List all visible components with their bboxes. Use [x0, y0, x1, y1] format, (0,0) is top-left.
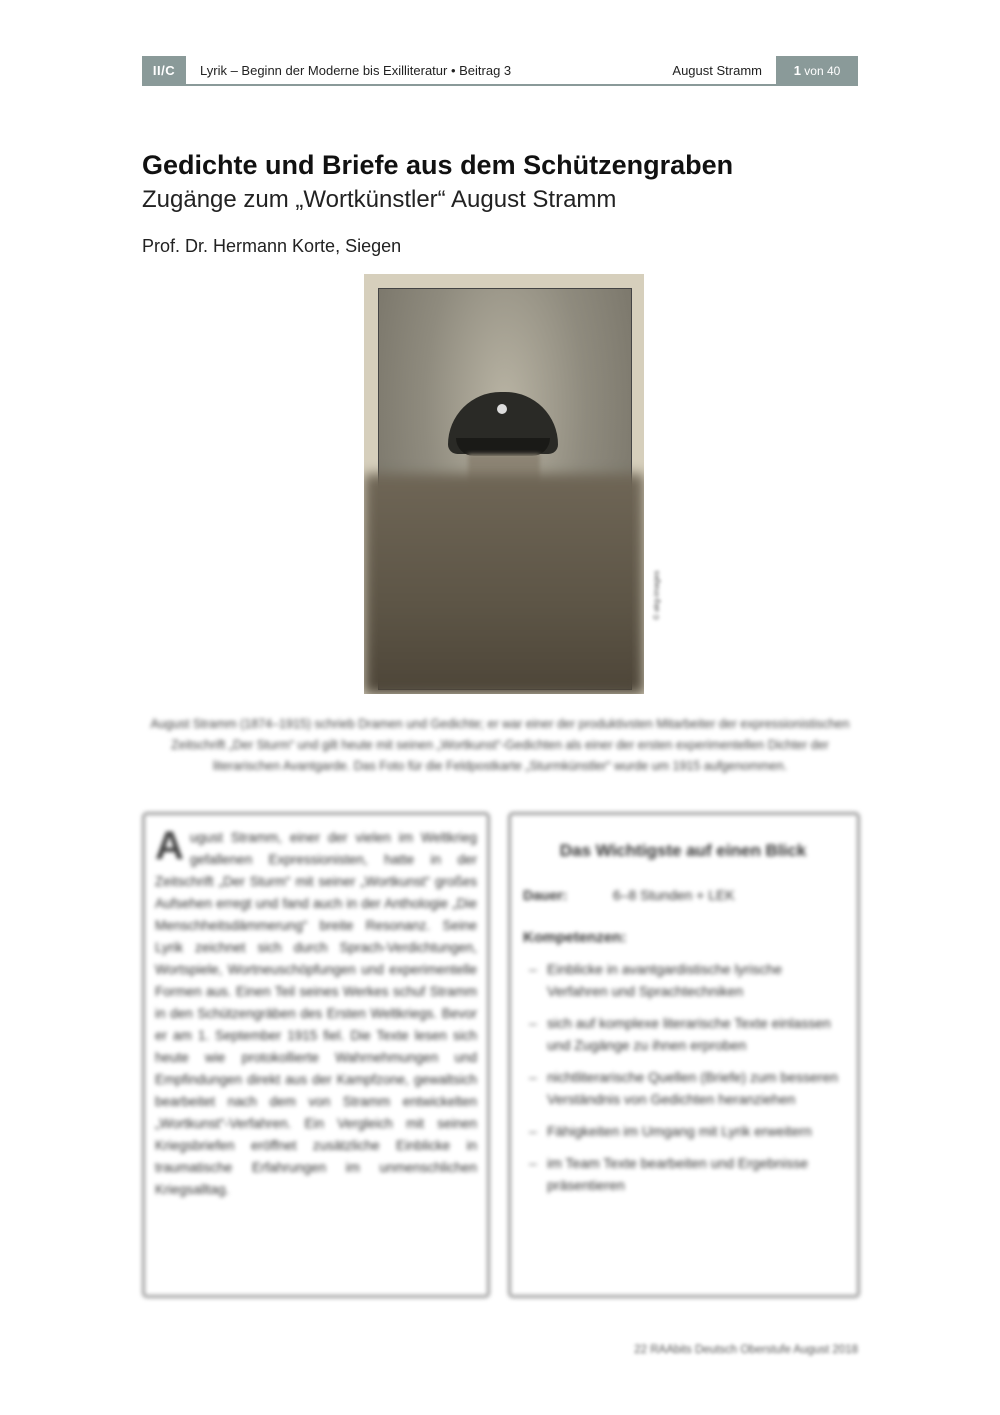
drop-cap: A	[155, 824, 184, 868]
competencies-list	[523, 958, 843, 1196]
duration-label: Dauer:	[523, 887, 568, 903]
overview-box	[508, 812, 860, 1298]
photo-credit: © akg-images	[652, 570, 661, 620]
portrait-photo	[364, 274, 644, 694]
intro-text: ugust Stramm, einer der vielen im Weltkrieg gefallenen Expressionisten, hatte in der Zeitschrift „Der Sturm“ mit seiner „Wortkunst“ großes Aufsehen erregt und fand auch in der Anthologie „Die Menschheitsdämmerung“ breite Resonanz. Seine Lyrik zeichnet sich durch Sprach-Verdichtungen, Wortspiele, Wortneuschöpfungen und experimentelle Formen aus. Einen Teil seines Werkes schuf Stramm in den Schützengräben des Ersten Weltkriegs. Bevor er am 1. September 1915 fiel. Die Texte lesen sich heute wie protokollierte Wahrnehmungen und Empfindungen direkt aus der Kampfzone, gewaltsich bearbeitet nach dem von Stramm entwickelten „Wortkunst“-Verfahren. Ein Vergleich mit seinen Kriegsbriefen eröffnet zusätzliche Einblicke in traumatische Erfahrungen im unmenschlichen Kriegsalltag.	[155, 830, 477, 1197]
competency-item: – nichtliterarische Quellen (Briefe) zum besseren Verständnis von Gedichten heranziehen	[523, 1066, 843, 1110]
header-divider	[142, 84, 858, 86]
overview-title: Das Wichtigste auf einen Blick	[559, 841, 807, 860]
page-footer: 22 RAAbits Deutsch Oberstufe August 2018	[634, 1344, 858, 1356]
author-byline: Prof. Dr. Hermann Korte, Siegen	[142, 236, 402, 256]
header-author: August Stramm	[672, 63, 762, 78]
page-indicator	[776, 56, 858, 86]
intro-text-block	[155, 824, 477, 1201]
page-title: Gedichte und Briefe aus dem Schützengraben	[142, 150, 734, 180]
competency-item: – Fähigkeiten im Umgang mit Lyrik erweitern	[523, 1120, 843, 1142]
competency-item: – Einblicke in avantgardistische lyrische Verfahren und Sprachtechniken	[523, 958, 843, 1002]
section-tag: II/C	[142, 56, 186, 86]
cap-badge	[497, 404, 507, 414]
competency-item: – im Team Texte bearbeiten und Ergebnisse präsentieren	[523, 1152, 843, 1196]
page-current: 1	[793, 63, 801, 78]
photo-caption: August Stramm (1874–1915) schrieb Dramen und Gedichte; er war einer der produktivsten Mitarbeiter der expressionistischen Zeitschrift „Der Sturm“ und gilt heute mit seinen „Wortkunst“-Gedichten als einer der ersten experimentellen Dichter der literarischen Avantgarde. Das Foto für die Feldpostkarte „Sturmkünstler“ wurde um 1915 aufgenommen.	[150, 717, 850, 773]
competency-item: – sich auf komplexe literarische Texte einlassen und Zugänge zu ihnen erproben	[523, 1012, 843, 1056]
duration-row	[523, 887, 843, 903]
photo-blurred-lower	[364, 474, 644, 694]
series-title: Lyrik – Beginn der Moderne bis Exilliteratur • Beitrag 3	[200, 63, 512, 78]
page-header	[142, 56, 858, 86]
intro-box	[142, 812, 490, 1298]
duration-value: 6–8 Stunden + LEK	[612, 887, 735, 903]
page-total: von 40	[804, 64, 841, 78]
competencies-title: Kompetenzen:	[523, 929, 627, 946]
page-subtitle: Zugänge zum „Wortkünstler“ August Stramm	[142, 186, 617, 213]
